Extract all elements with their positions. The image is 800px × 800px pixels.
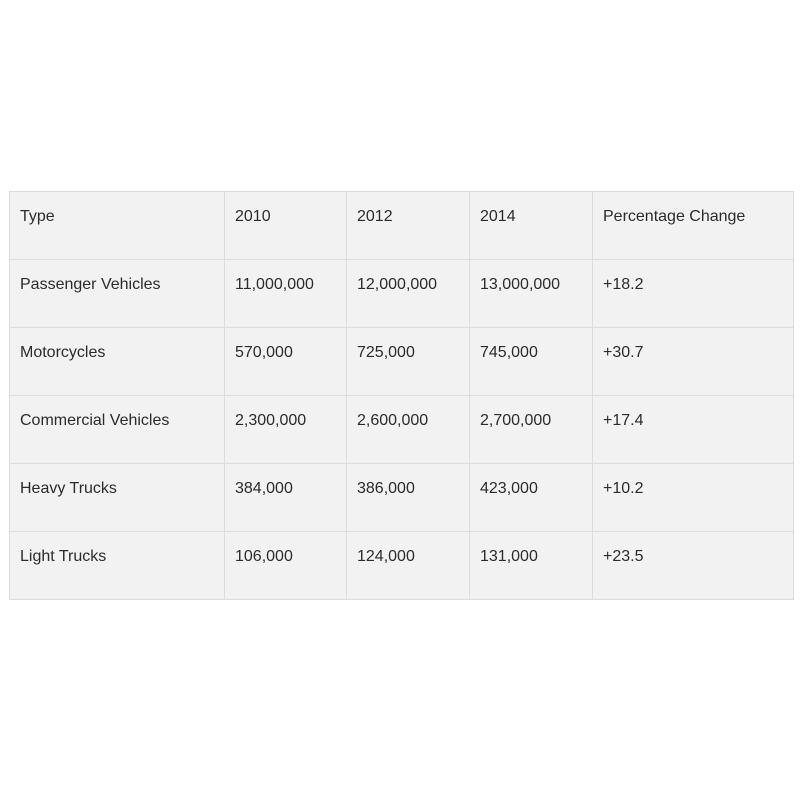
cell-2010: 570,000 — [225, 328, 347, 396]
table-header — [10, 192, 794, 260]
table-row — [10, 532, 794, 600]
cell-type: Heavy Trucks — [10, 464, 225, 532]
cell-2014: 423,000 — [470, 464, 593, 532]
cell-type: Commercial Vehicles — [10, 396, 225, 464]
cell-2014: 745,000 — [470, 328, 593, 396]
cell-2012: 386,000 — [347, 464, 470, 532]
cell-2012: 124,000 — [347, 532, 470, 600]
header-cell-percentage-change: Percentage Change — [593, 192, 794, 260]
cell-2014: 131,000 — [470, 532, 593, 600]
cell-percentage-change: +18.2 — [593, 260, 794, 328]
table-row — [10, 328, 794, 396]
cell-percentage-change: +17.4 — [593, 396, 794, 464]
cell-percentage-change: +30.7 — [593, 328, 794, 396]
cell-percentage-change: +23.5 — [593, 532, 794, 600]
cell-2010: 384,000 — [225, 464, 347, 532]
cell-2012: 12,000,000 — [347, 260, 470, 328]
vehicle-data-table — [9, 191, 794, 600]
cell-type: Passenger Vehicles — [10, 260, 225, 328]
cell-2014: 13,000,000 — [470, 260, 593, 328]
cell-2012: 725,000 — [347, 328, 470, 396]
header-cell-type: Type — [10, 192, 225, 260]
header-row — [10, 192, 794, 260]
cell-2012: 2,600,000 — [347, 396, 470, 464]
cell-type: Motorcycles — [10, 328, 225, 396]
cell-type: Light Trucks — [10, 532, 225, 600]
cell-2014: 2,700,000 — [470, 396, 593, 464]
cell-2010: 11,000,000 — [225, 260, 347, 328]
table-row — [10, 464, 794, 532]
header-cell-2012: 2012 — [347, 192, 470, 260]
cell-2010: 2,300,000 — [225, 396, 347, 464]
header-cell-2014: 2014 — [470, 192, 593, 260]
cell-2010: 106,000 — [225, 532, 347, 600]
header-cell-2010: 2010 — [225, 192, 347, 260]
table-row — [10, 396, 794, 464]
table-container — [9, 191, 793, 600]
cell-percentage-change: +10.2 — [593, 464, 794, 532]
table-row — [10, 260, 794, 328]
table-body — [10, 260, 794, 600]
